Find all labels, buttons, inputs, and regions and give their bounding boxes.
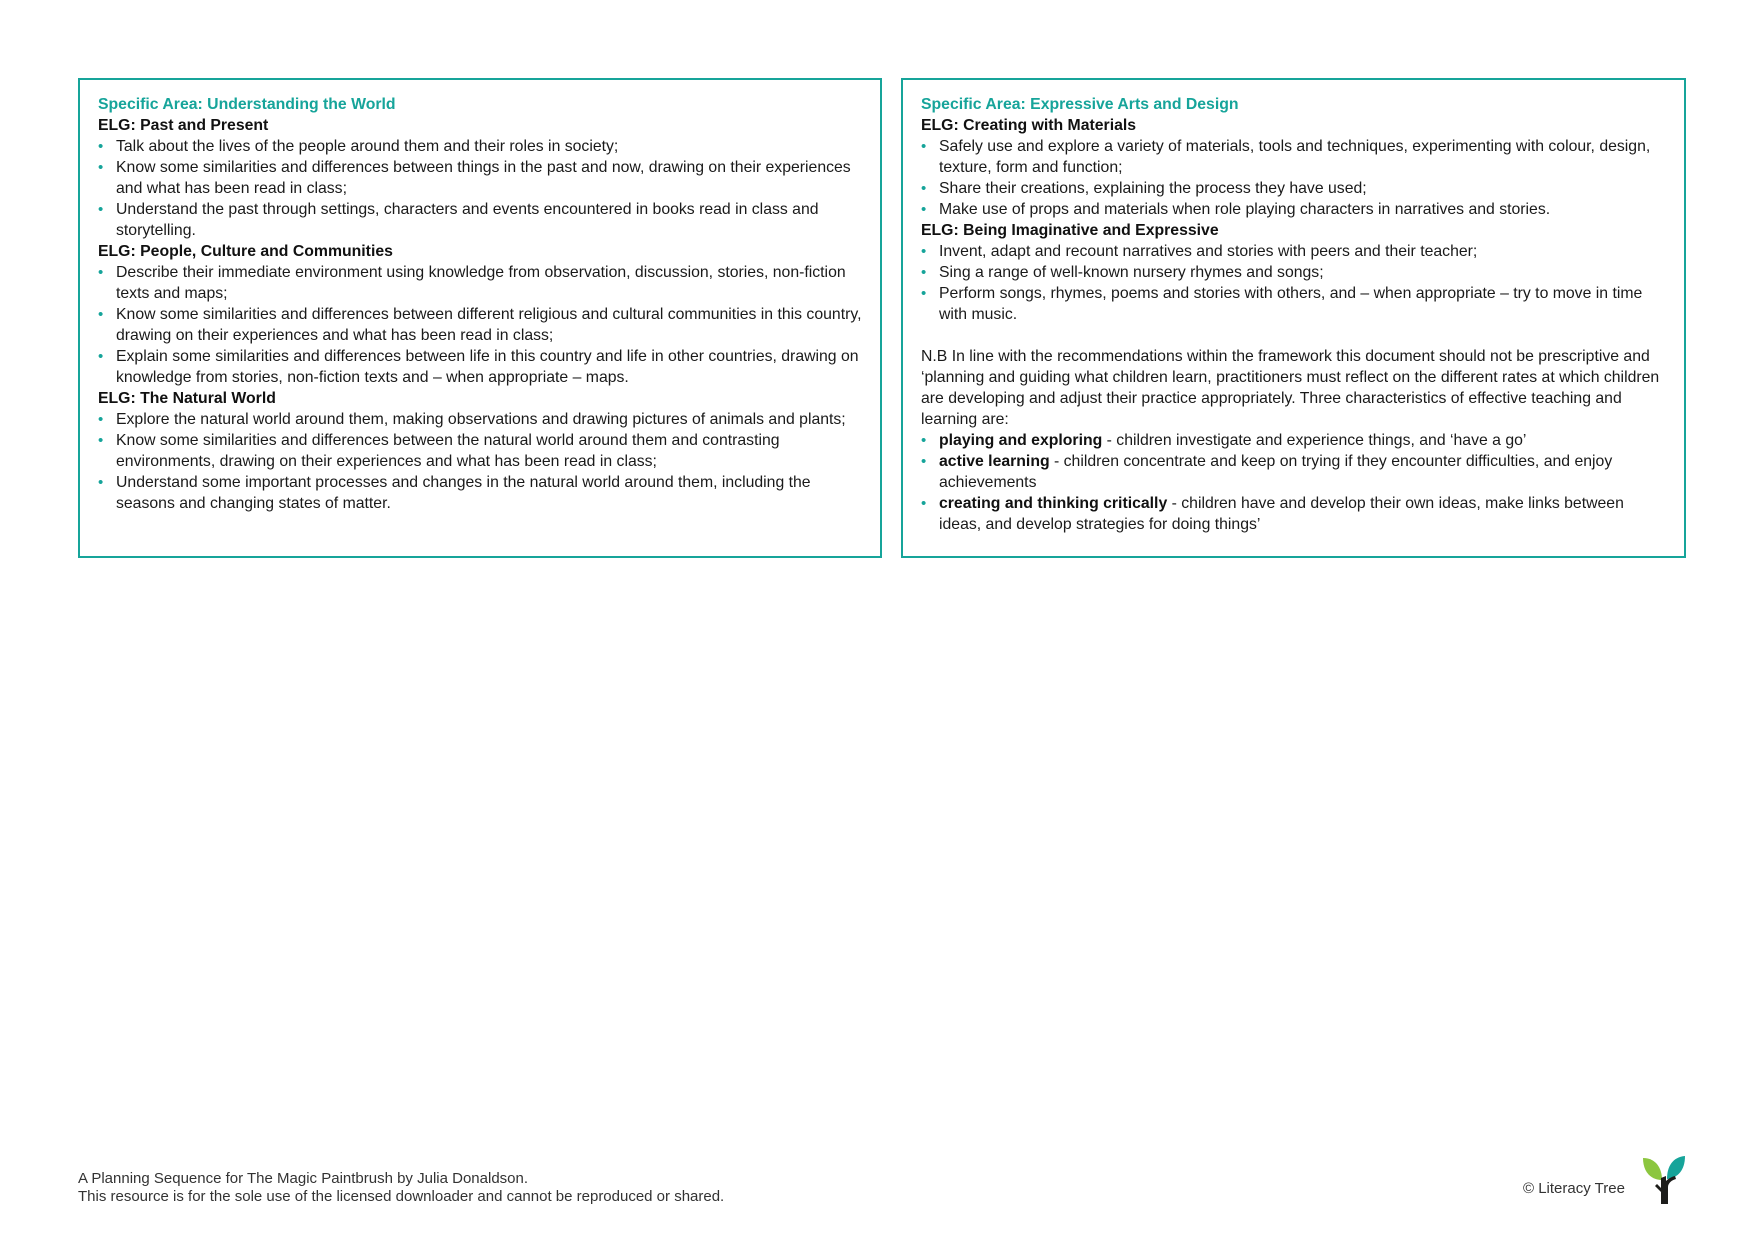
list-item: • Know some similarities and differences between things in the past and now, drawing on their experiences and what has been read in class; — [98, 157, 864, 199]
characteristic-desc: - children investigate and experience things, and ‘have a go’ — [1102, 432, 1527, 449]
footer-license-line: This resource is for the sole use of the licensed downloader and cannot be reproduced or shared. — [78, 1188, 725, 1205]
elg-heading: ELG: Creating with Materials — [921, 117, 1137, 134]
understanding-the-world-box — [78, 78, 882, 558]
elg-heading: ELG: Being Imaginative and Expressive — [921, 222, 1219, 239]
area-title: Specific Area: Expressive Arts and Design — [921, 96, 1239, 113]
elg-list — [921, 241, 1668, 325]
list-item: • Know some similarities and differences between the natural world around them and contrasting environments, drawing on their experiences and what has been read in class; — [98, 430, 864, 472]
list-item: • Explain some similarities and differences between life in this country and life in other countries, drawing on knowledge from stories, non-fiction texts and – when appropriate – maps. — [98, 346, 864, 388]
footer-title-line: A Planning Sequence for The Magic Paintbrush by Julia Donaldson. — [78, 1170, 529, 1187]
elg-list — [98, 262, 864, 388]
copyright-text: © Literacy Tree — [1523, 1180, 1625, 1197]
footer — [78, 1170, 724, 1206]
list-item: • Invent, adapt and recount narratives and stories with peers and their teacher; — [921, 241, 1668, 262]
list-item: • Describe their immediate environment using knowledge from observation, discussion, stories, non-fiction texts and maps; — [98, 262, 864, 304]
expressive-arts-box — [901, 78, 1686, 558]
list-item: • Understand the past through settings, characters and events encountered in books read in class and storytelling. — [98, 199, 864, 241]
elg-heading: ELG: People, Culture and Communities — [98, 243, 393, 260]
list-item: • Make use of props and materials when role playing characters in narratives and stories. — [921, 199, 1668, 220]
elg-list — [921, 136, 1668, 220]
characteristic-term: playing and exploring — [939, 432, 1103, 449]
characteristic-item — [921, 430, 1668, 451]
area-title: Specific Area: Understanding the World — [98, 96, 396, 113]
list-item: • Sing a range of well-known nursery rhymes and songs; — [921, 262, 1668, 283]
list-item: • Know some similarities and differences between different religious and cultural communities in this country, drawing on their experiences and what has been read in class; — [98, 304, 864, 346]
elg-heading: ELG: The Natural World — [98, 390, 276, 407]
literacy-tree-logo-icon — [1641, 1154, 1687, 1206]
elg-heading: ELG: Past and Present — [98, 117, 269, 134]
characteristics-list — [921, 430, 1668, 535]
elg-list — [98, 136, 864, 241]
characteristic-term: creating and thinking critically — [939, 495, 1168, 512]
list-item: • Share their creations, explaining the process they have used; — [921, 178, 1668, 199]
list-item: • Explore the natural world around them, making observations and drawing pictures of animals and plants; — [98, 409, 864, 430]
list-item: • Understand some important processes and changes in the natural world around them, including the seasons and changing states of matter. — [98, 472, 864, 514]
characteristic-desc: - children have and develop their own ideas, make links between ideas, and develop strategies for doing things’ — [939, 495, 1624, 533]
elg-list — [98, 409, 864, 514]
list-item: • Perform songs, rhymes, poems and stories with others, and – when appropriate – try to move in time with music. — [921, 283, 1668, 325]
framework-note: N.B In line with the recommendations within the framework this document should not be prescriptive and ‘planning and guiding what children learn, practitioners must reflect on the different rates at which children are developing and adjust their practice appropriately. Three characteristics of effective teaching and learning are: — [921, 348, 1660, 428]
list-item: • Talk about the lives of the people around them and their roles in society; — [98, 136, 864, 157]
characteristic-desc: - children concentrate and keep on trying if they encounter difficulties, and enjoy achievements — [939, 453, 1613, 491]
characteristic-term: active learning — [939, 453, 1050, 470]
characteristic-item — [921, 451, 1668, 493]
spacer — [921, 325, 1668, 346]
characteristic-item — [921, 493, 1668, 535]
list-item: • Safely use and explore a variety of materials, tools and techniques, experimenting with colour, design, texture, form and function; — [921, 136, 1668, 178]
